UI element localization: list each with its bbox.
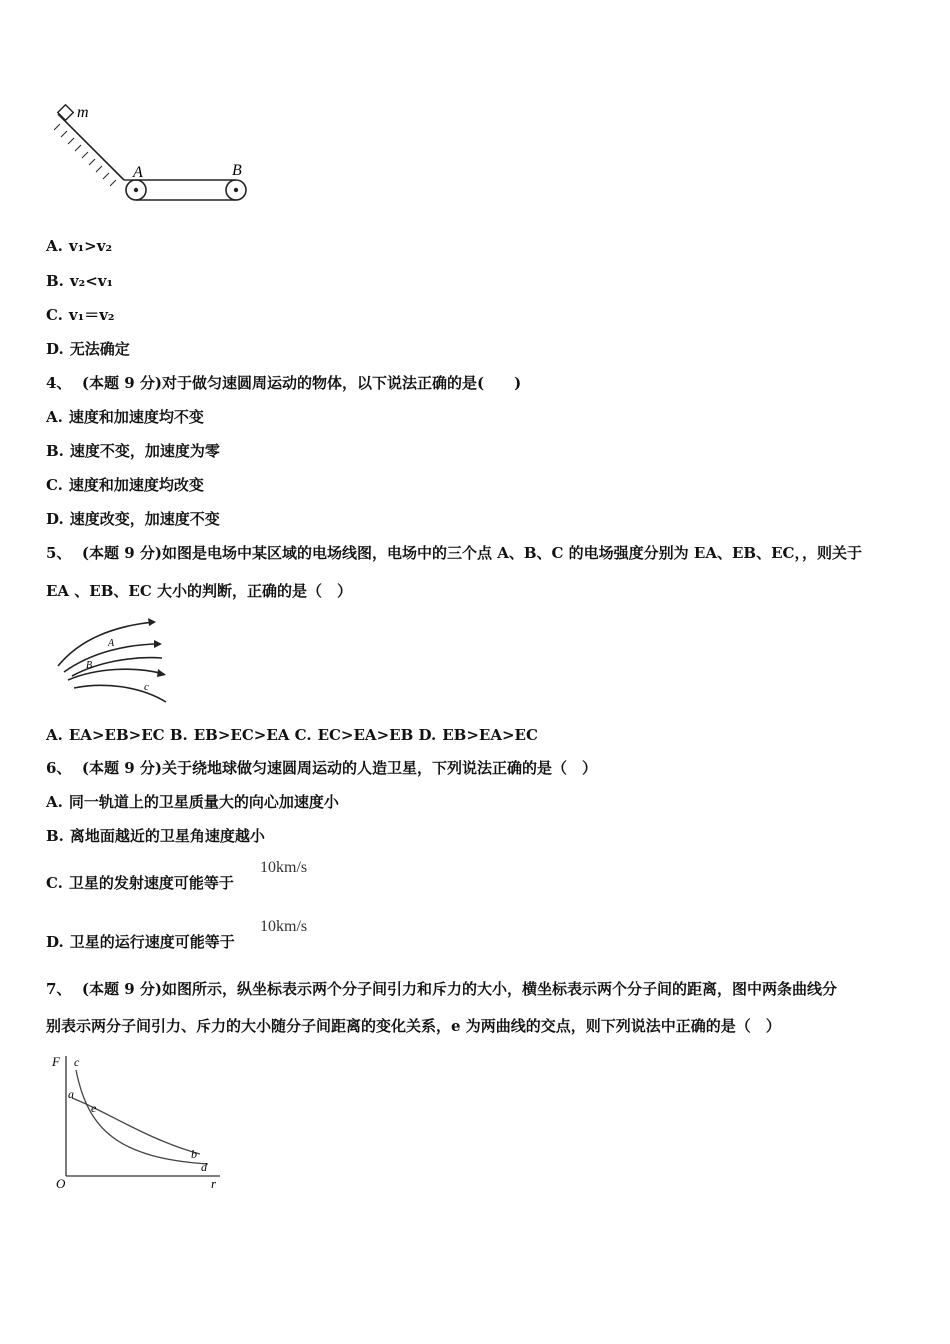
- q5-stem-line1: 5、 (本题 9 分)如图是电场中某区域的电场线图，电场中的三个点 A、B、C 的电场强度分别为 EA、EB、EC，，则关于: [46, 544, 862, 562]
- q3-option-d: D. 无法确定: [46, 340, 130, 358]
- q4-option-b: B. 速度不变，加速度为零: [46, 442, 220, 460]
- point-b-label: B: [232, 162, 242, 179]
- q4-option-c: C. 速度和加速度均改变: [46, 476, 204, 494]
- q4-option-d: D. 速度改变，加速度不变: [46, 510, 220, 528]
- incline-conveyor-figure: [50, 100, 255, 210]
- intersection-e-label: e: [91, 1101, 97, 1115]
- point-a-label: A: [133, 164, 143, 181]
- q7-stem-line1: 7、 (本题 9 分)如图所示，纵坐标表示两个分子间引力和斥力的大小，横坐标表示两个分子间的距离，图中两条曲线分: [46, 980, 837, 998]
- curve-d-label: d: [201, 1160, 207, 1174]
- q3-option-c: C. v₁＝v₂: [46, 306, 115, 324]
- graph-x-axis-label: r: [211, 1176, 217, 1191]
- curve-a-label: a: [68, 1087, 74, 1101]
- q6-option-a: A. 同一轨道上的卫星质量大的向心加速度小: [46, 793, 339, 811]
- q6-option-d-unit: 10km/s: [260, 918, 308, 935]
- field-point-a-label: A: [108, 638, 115, 649]
- curve-b-label: b: [191, 1147, 197, 1161]
- field-point-b-label: B: [86, 660, 93, 671]
- q6-option-c: C. 卫星的发射速度可能等于: [46, 874, 234, 892]
- q4-option-a: A. 速度和加速度均不变: [46, 408, 204, 426]
- curve-c-label: c: [74, 1055, 80, 1069]
- molecular-force-graph-figure: [48, 1050, 228, 1200]
- q6-option-d: D. 卫星的运行速度可能等于: [46, 933, 235, 951]
- q6-option-c-unit: 10km/s: [260, 859, 308, 876]
- q5-options-row: [46, 725, 538, 745]
- q5-option-d: D. EB>EA>EC: [418, 726, 538, 744]
- q3-option-b: B. v₂<v₁: [46, 272, 114, 290]
- q6-stem: 6、 (本题 9 分)关于绕地球做匀速圆周运动的人造卫星，下列说法正确的是（ ）: [46, 759, 597, 777]
- graph-y-axis-label: F: [52, 1054, 60, 1069]
- q3-option-a: A. v₁>v₂: [46, 237, 113, 255]
- field-point-c-label: c: [144, 681, 149, 693]
- q5-option-a: A. EA>EB>EC: [46, 726, 165, 744]
- graph-origin-label: O: [56, 1176, 66, 1191]
- mass-label: m: [77, 104, 89, 121]
- q5-option-c: C. EC>EA>EB: [294, 726, 414, 744]
- q7-stem-line2: 别表示两分子间引力、斥力的大小随分子间距离的变化关系，e 为两曲线的交点，则下列说法中正确的是（ ）: [46, 1017, 781, 1035]
- q6-option-b: B. 离地面越近的卫星角速度越小: [46, 827, 265, 845]
- q4-stem: 4、 (本题 9 分)对于做匀速圆周运动的物体，以下说法正确的是( ): [46, 374, 522, 392]
- electric-field-lines-figure: [52, 614, 177, 709]
- q5-stem-line2: EA 、EB、EC 大小的判断，正确的是（ ）: [46, 582, 353, 600]
- q5-option-b: B. EB>EC>EA: [169, 726, 290, 744]
